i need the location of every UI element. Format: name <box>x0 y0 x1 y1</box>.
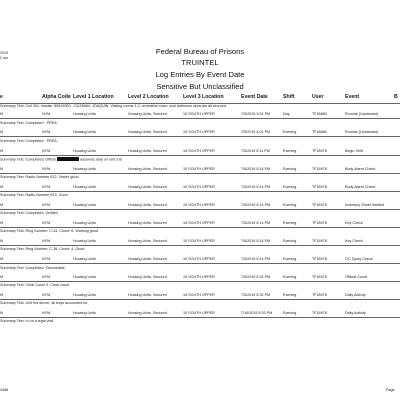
footer-page: Page <box>386 388 395 392</box>
table-row: M NYM Housing Units Housing Units, Secured 10 SOUTH UPPER 7/5/2019 5:14 PM Evening TF18978 Key Check <box>0 239 363 243</box>
column-header-row <box>0 94 400 103</box>
summary-text: Summary Text: Ring Number: C-34, Count: 6. Working good <box>0 229 99 233</box>
row-divider <box>0 317 400 318</box>
table-row: M NYM Housing Units Housing Units, Secured 10 SOUTH UPPER 7/5/2019 5:14 PM Evening TF18978 OC Spray Check <box>0 257 373 261</box>
table-row: M NYM Housing Units Housing Units, Secured 10 SOUTH UPPER 7/5/2019 5:14 PM Evening TF18978 Body Alarm Check <box>0 167 376 171</box>
system-name: TRUINTEL <box>181 58 219 67</box>
row-divider <box>0 227 400 228</box>
summary-text: Summary Text: Cell 301, inmate: 89914053 - GUZMAN, JOAQUIN. Visiting rooms 1,2, recreation room, and bathroom area are all secured. <box>0 104 227 108</box>
table-row: M NYM Housing Units Housing Units, Secured 10 SOUTH UPPER 7/5/2019 3:51 PM Day TF18880 Rounds (Lieutenant) <box>0 112 379 116</box>
row-divider <box>0 173 400 174</box>
footer-id: 4468 <box>0 388 9 392</box>
summary-text: Summary Text: Completed. Verified <box>0 211 58 215</box>
row-divider <box>0 155 400 156</box>
summary-text: Summary Text: Unit fed dinner, all trays accounted for. <box>0 301 89 305</box>
column-header-b: B <box>394 94 398 100</box>
summary-text: Summary Text: In on a legal visit. <box>0 319 55 323</box>
classification-label: Sensitive But Unclassified <box>156 82 244 91</box>
redaction-block <box>57 157 79 161</box>
row-divider <box>0 299 400 300</box>
row-divider <box>0 118 400 119</box>
table-row: M NYM Housing Units Housing Units, Secured 10 SOUTH UPPER 7/5/2019 5:14 PM Evening TF18978 Key Check <box>0 221 363 225</box>
row-divider <box>0 209 400 210</box>
table-row: M NYM Housing Units Housing Units, Secured 10 SOUTH UPPER 7/5/2019 4:01 PM Evening TF18880 Rounds (Lieutenant) <box>0 130 379 134</box>
table-row: M NYM Housing Units Housing Units, Secured 10 SOUTH UPPER 7/5/2019 5:32 PM Evening TF18978 Daily Activity <box>0 293 366 297</box>
summary-text: Summary Text: Completed - PREA. <box>0 121 58 125</box>
agency-title: Federal Bureau of Prisons <box>155 47 245 56</box>
row-divider <box>0 281 400 282</box>
column-header-event: Event <box>345 94 360 100</box>
row-divider <box>0 245 400 246</box>
column-header-shift: Shift <box>283 94 295 100</box>
summary-text: Summary Text: Ring Number: C-36, Count: 4. Good <box>0 247 85 251</box>
row-divider <box>0 191 400 192</box>
row-divider <box>0 136 400 137</box>
table-row: M NYM Housing Units Housing Units, Secured 10 SOUTH UPPER 7/5/2019 5:14 PM Evening TF18978 Body Alarm Check <box>0 185 376 189</box>
row-divider <box>0 263 400 264</box>
table-row: M NYM Housing Units Housing Units, Secured 10 SOUTH UPPER 7/5/2019 5:11 PM Evening TF18978 Begin Shift <box>0 149 363 153</box>
summary-text: Summary Text: Completed. Serviceable. <box>0 266 66 270</box>
summary-text: Summary Text: Completed - PREA. <box>0 139 58 143</box>
report-title: Log Entries By Event Date <box>155 70 245 79</box>
column-header-alpha-code: Alpha Code <box>42 94 71 100</box>
print-date: 2019 <box>0 51 8 55</box>
print-time: 2 am <box>0 56 8 60</box>
column-header-user: User <box>312 94 324 100</box>
summary-text: Summary Text: Clear Count 5. Clear count. <box>0 283 71 287</box>
column-header-level1: Level 1 Location <box>73 94 114 100</box>
summary-text: Summary Text: Completed, Officer assumes duty on unit 2-B <box>0 157 122 162</box>
table-row: M NYM Housing Units Housing Units, Secured 10 SOUTH UPPER 7/5/2019 5:14 PM Evening TF18978 Inventory Sheet Verified <box>0 203 385 207</box>
column-header-e: e <box>0 94 3 100</box>
summary-text: Summary Text: Radio Number 612. Tested good <box>0 175 79 179</box>
column-header-event-date: Event Date <box>241 94 268 100</box>
summary-text: Summary Text: Radio Number 613. Good <box>0 193 68 197</box>
table-row: M NYM Housing Units Housing Units, Secured 10 SOUTH UPPER 7/10/2019 5:33 PM Evening TF18978 Daily Activity <box>0 311 366 315</box>
table-row: M NYM Housing Units Housing Units, Secured 10 SOUTH UPPER 7/5/2019 5:32 PM Evening TF18978 Official Count <box>0 275 368 279</box>
column-header-level3: Level 3 Location <box>183 94 224 100</box>
column-header-level2: Level 2 Location <box>128 94 169 100</box>
